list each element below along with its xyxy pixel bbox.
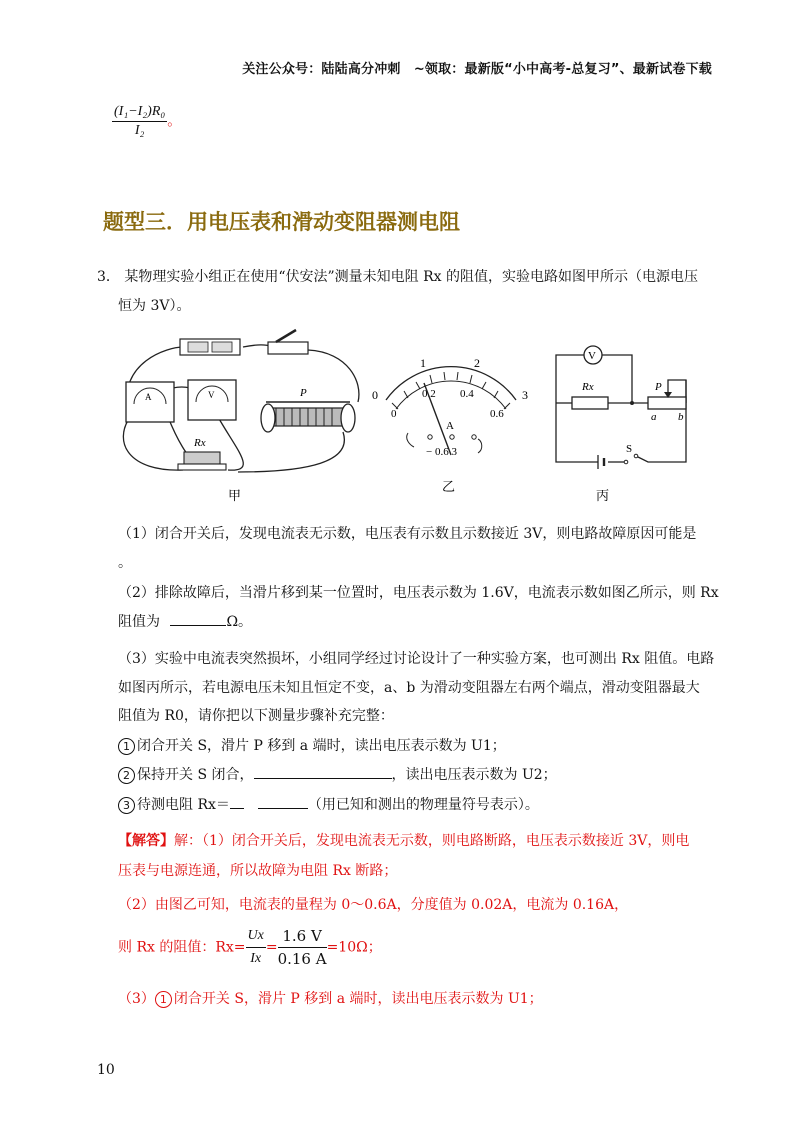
dial-terminals: − 0.6 3 (426, 446, 457, 458)
dial-top-3: 3 (522, 388, 528, 402)
dial-needle (424, 383, 451, 455)
fraction-ux: Ux (246, 926, 266, 948)
step3-answer-blank-1[interactable] (230, 808, 244, 809)
bing-switch-label: S (626, 443, 633, 455)
jia-voltmeter-label: V (208, 390, 215, 400)
step2 (118, 766, 557, 784)
answer-line4-text-b: =10Ω； (326, 939, 382, 956)
part3-line2: 如图丙所示，若电源电压未知且恒定不变，a、b 为滑动变阻器左右两个端点，滑动变阻器最大 (118, 680, 700, 696)
answer-line4 (118, 926, 382, 969)
dial-top-2: 2 (474, 356, 480, 370)
step2-text-a: 保持开关 S 闭合， (137, 767, 254, 783)
answer-line5 (118, 990, 543, 1008)
answer-line5-text-a: （3） (118, 991, 155, 1007)
dial-bottom-0: 0 (391, 408, 397, 420)
step3-text-b: （用已知和测出的物理量符号表示）。 (307, 797, 539, 813)
dial-bottom-0.4: 0.4 (460, 388, 474, 400)
section-title: 题型三．用电压表和滑动变阻器测电阻 (103, 210, 460, 234)
circle-number-2: 2 (118, 767, 135, 784)
figure-bing-schematic (548, 340, 698, 508)
fraction-ix: Ix (250, 951, 262, 966)
step1 (118, 737, 506, 755)
step3-answer-blank-2[interactable] (258, 808, 308, 809)
figure-bing-caption: 丙 (596, 488, 610, 503)
circle-number-1: 1 (118, 738, 135, 755)
page-number: 10 (97, 1062, 115, 1078)
part1-line1: （1）闭合开关后，发现电流表无示数，电压表有示数且示数接近 3V，则电路故障原因可能是 (118, 526, 697, 542)
answer-equals: = (265, 939, 278, 956)
dial-unit-label: A (446, 420, 454, 432)
part3-line3: 阻值为 R0，请你把以下测量步骤补充完整： (118, 708, 394, 724)
answer-line1-text: 解：（1）闭合开关后，发现电流表无示数，则电路断路，电压表示数接近 3V，则电 (174, 833, 690, 849)
jia-ammeter-label: A (145, 392, 152, 402)
answer-fraction-ux-ix (246, 926, 266, 969)
part3-line1: （3）实验中电流表突然损坏，小组同学经过讨论设计了一种实验方案，也可测出 Rx 阻值。电路 (118, 651, 715, 667)
answer-circle-number-1: 1 (155, 991, 172, 1008)
dial-bottom-0.6: 0.6 (490, 408, 504, 420)
bing-b-label: b (678, 411, 684, 423)
answer-line2: 压表与电源连通，所以故障为电阻 Rx 断路； (118, 863, 398, 879)
answer-fraction-values (278, 926, 327, 969)
answer-line3: （2）由图乙可知，电流表的量程为 0～0.6A，分度值为 0.02A，电流为 0.16A， (118, 897, 629, 913)
jia-rx-label: Rx (194, 437, 206, 449)
dial-bottom-0.2: 0.2 (422, 388, 436, 400)
prev-fraction-denominator: I₂ (134, 123, 145, 138)
step2-answer-blank[interactable] (254, 778, 392, 779)
fraction-1.6v: 1.6 V (278, 926, 327, 948)
bing-p-label: P (655, 381, 662, 393)
part2-answer-blank[interactable] (170, 625, 226, 626)
answer-line4-text-a: 则 Rx 的阻值：Rx= (118, 939, 246, 956)
answer-line5-text-b: 闭合开关 S，滑片 P 移到 a 端时，读出电压表示数为 U1； (173, 991, 543, 1007)
step1-text: 闭合开关 S，滑片 P 移到 a 端时，读出电压表示数为 U1； (137, 738, 506, 754)
figure-jia-caption: 甲 (228, 488, 242, 503)
bing-voltmeter-label: V (588, 350, 596, 362)
part2-unit: Ω。 (226, 614, 253, 630)
part2-label: 阻值为 (118, 614, 160, 630)
bing-rx-resistor (572, 397, 608, 409)
previous-answer-formula (112, 104, 181, 139)
fraction-0.16a: 0.16 A (277, 950, 327, 968)
step3 (118, 796, 539, 814)
question-stem-line1: 3． 某物理实验小组正在使用“伏安法”测量未知电阻 Rx 的阻值，实验电路如图甲所示（电源电压 (97, 269, 699, 285)
answer-line1 (118, 832, 689, 850)
part1-line2: 。 (118, 555, 132, 571)
part2-line2 (118, 613, 252, 631)
question-stem-line2: 恒为 3V）。 (118, 298, 191, 314)
prev-answer-end: 。 (167, 113, 182, 130)
bing-rheostat (648, 397, 686, 409)
part2-line1: （2）排除故障后，当滑片移到某一位置时，电压表示数为 1.6V，电流表示数如图乙所示，则 Rx (118, 585, 719, 601)
figure-jia-apparatus (108, 322, 368, 504)
step2-text-b: ，读出电压表示数为 U2； (391, 767, 557, 783)
circle-number-3: 3 (118, 797, 135, 814)
answer-tag: 【解答】 (118, 833, 174, 849)
figure-yi-ammeter-dial (366, 345, 540, 505)
dial-top-1: 1 (420, 356, 426, 370)
jia-slider-p-label: P (300, 387, 307, 399)
step3-text-a: 待测电阻 Rx＝ (137, 797, 230, 813)
prev-fraction-numerator: (I₁−I₂)R₀ (112, 104, 167, 122)
dial-top-0: 0 (372, 388, 378, 402)
page-header: 关注公众号：陆陆高分冲刺 ~领取：最新版“小中高考-总复习”、最新试卷下载 (242, 62, 712, 77)
bing-a-label: a (651, 411, 657, 423)
bing-rx-label: Rx (582, 381, 594, 393)
figure-yi-caption: 乙 (442, 479, 456, 494)
